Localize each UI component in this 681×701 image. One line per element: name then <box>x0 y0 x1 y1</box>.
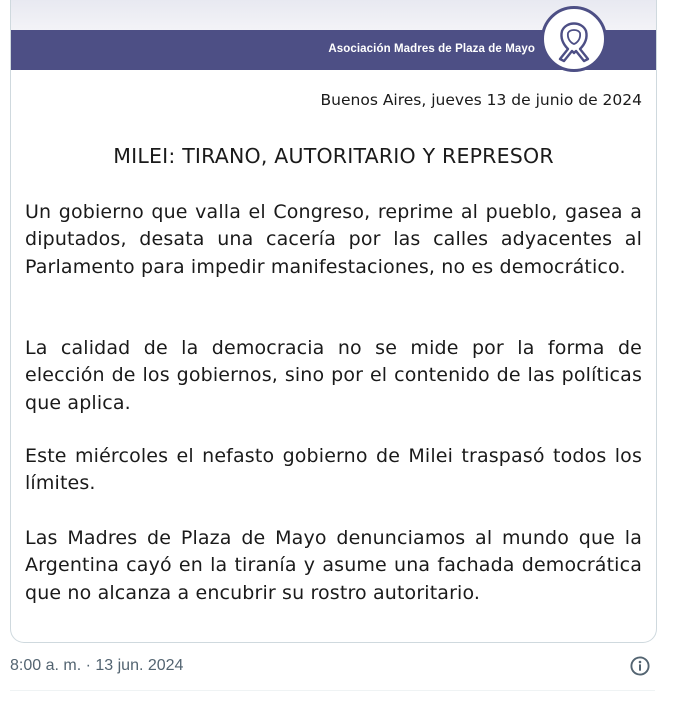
paragraph-4: Las Madres de Plaza de Mayo denunciamos al mundo que la Argentina cayó en la tiranía y asume una fachada democrática que no alcanza a encubrir su rostro autoritario. <box>25 527 642 604</box>
organization-name: Asociación Madres de Plaza de Mayo <box>328 43 535 55</box>
info-icon[interactable] <box>629 655 651 677</box>
paragraph-1: Un gobierno que valla el Congreso, reprime al pueblo, gasea a diputados, desata una cacería por las calles adyacentes al Parlamento para impedir manifestaciones, no es democrático. <box>25 201 642 278</box>
white-headscarf-logo-icon <box>541 6 607 72</box>
paragraph-3: Este miércoles el nefasto gobierno de Milei traspasó todos los límites. <box>25 445 642 495</box>
paragraph-2: La calidad de la democracia no se mide por la forma de elección de los gobiernos, sino por el contenido de las políticas que aplica. <box>25 337 642 414</box>
document-date: Buenos Aires, jueves 13 de junio de 2024 <box>320 91 642 109</box>
divider <box>10 690 655 691</box>
document-title: MILEI: TIRANO, AUTORITARIO Y REPRESOR <box>113 144 554 168</box>
post-timestamp[interactable]: 8:00 a. m. · 13 jun. 2024 <box>10 657 184 674</box>
post-media-card[interactable] <box>10 0 657 643</box>
